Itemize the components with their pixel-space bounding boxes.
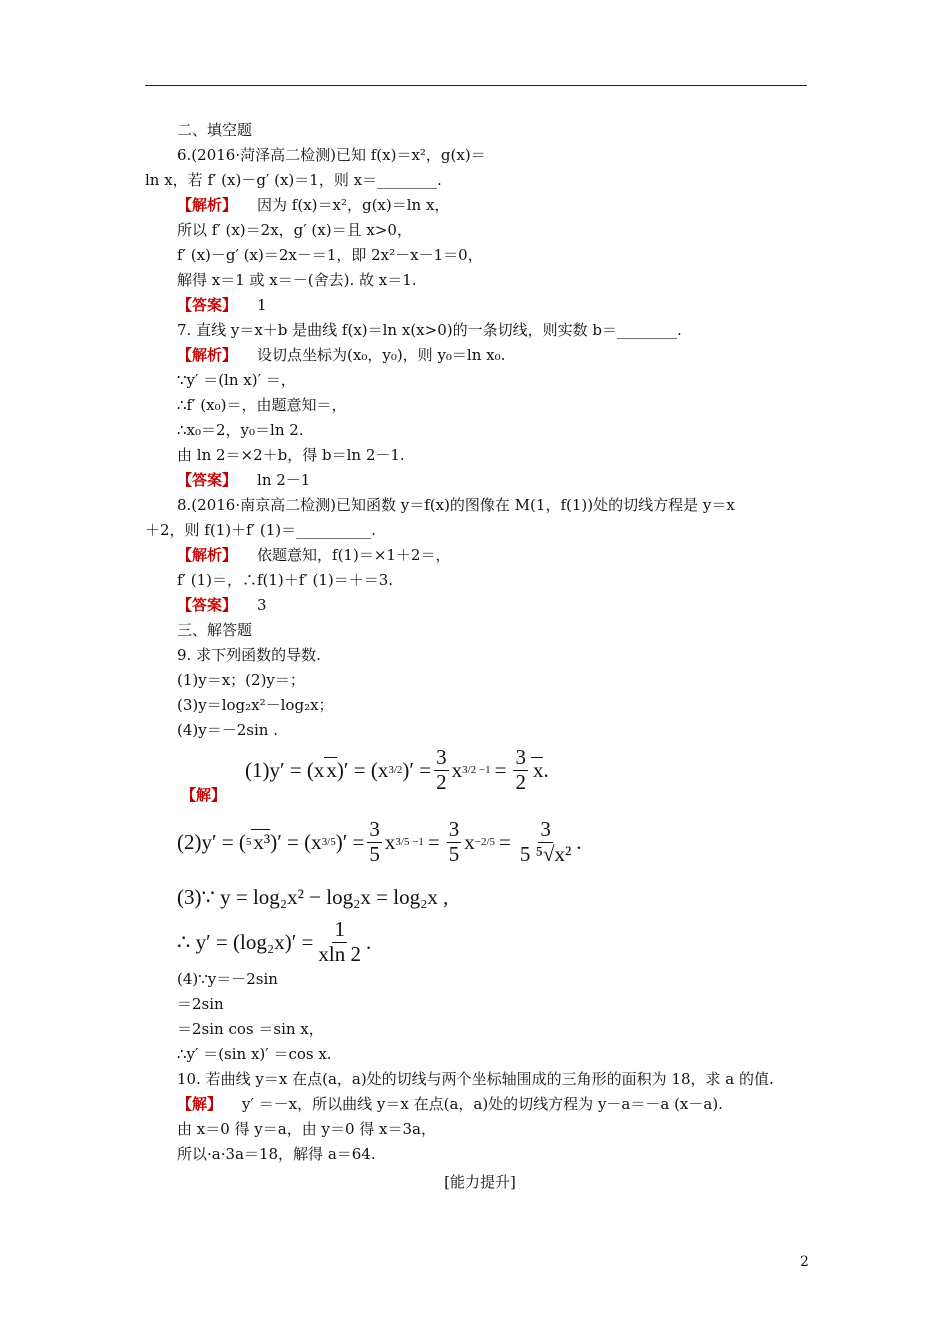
math-text: )′ = (x <box>270 829 322 854</box>
text-line <box>145 1042 815 1067</box>
root-index: 5 <box>245 836 252 848</box>
text-block-answers <box>145 967 815 1167</box>
math-text: (1)y′ = (x <box>245 757 325 782</box>
text-line <box>145 618 815 643</box>
line-text: 10. 若曲线 y＝x 在点(a，a)处的切线与两个坐标轴围成的三角形的面积为 18，求 a 的值. <box>177 1070 774 1088</box>
fraction: $\frac{3}{5}$ <box>448 817 460 866</box>
text-line <box>145 268 815 293</box>
answer-tag: 【答案】 <box>177 296 238 314</box>
math-text: (3)∵ y = log₂x² − log₂x = log₂x , <box>177 884 449 909</box>
sqrt-term: x <box>326 758 337 782</box>
line-text: (4)y＝－2sin . <box>177 721 278 739</box>
page-number: 2 <box>800 1254 809 1270</box>
text-line <box>145 967 815 992</box>
math-text: . <box>576 829 582 854</box>
line-text: 二、填空题 <box>177 121 253 139</box>
text-line <box>145 992 815 1017</box>
text-line <box>145 168 815 193</box>
math-text: ∴ y′ = (log₂x)′ = <box>177 929 314 954</box>
answer-tag: 【解析】 <box>177 346 238 364</box>
math-text: )′ = (x <box>336 757 389 782</box>
section-footer: [能力提升] <box>444 1173 516 1191</box>
exponent: 3/2 <box>388 764 403 776</box>
text-line <box>145 643 815 668</box>
line-text: f′ (x)－g′ (x)＝2x－＝1，即 2x²－x－1＝0， <box>177 246 483 264</box>
text-line <box>145 1067 815 1092</box>
text-line <box>145 518 815 543</box>
fraction: $\frac{1}{xln 2}$ <box>318 917 361 966</box>
line-text: ＝2sin cos ＝sin x， <box>177 1020 324 1038</box>
line-text: 所以 f′ (x)＝2x，g′ (x)＝且 x>0， <box>177 221 412 239</box>
line-text: (3)y＝log₂x²－log₂x； <box>177 696 334 714</box>
text-line <box>145 668 815 693</box>
line-text: 设切点坐标为(x₀，y₀)，则 y₀＝ln x₀. <box>257 346 506 364</box>
sqrt-term: x <box>532 758 544 782</box>
text-line <box>145 318 815 343</box>
line-text: 由 ln 2＝×2＋b，得 b＝ln 2－1. <box>177 446 405 464</box>
exponent: 3/5 <box>321 836 336 848</box>
line-text: ＝2sin <box>177 995 224 1013</box>
line-text: ∴f′ (x₀)＝，由题意知＝， <box>177 396 347 414</box>
line-text: 解得 x＝1 或 x＝－(舍去). 故 x＝1. <box>177 271 417 289</box>
text-line <box>145 468 815 493</box>
text-line <box>145 493 815 518</box>
exponent: −2/5 <box>474 836 496 848</box>
math-text: . <box>365 929 372 954</box>
text-line <box>145 593 815 618</box>
line-text: 8.(2016·南京高二检测)已知函数 y＝f(x)的图像在 M(1，f(1))处的切线方程是 y＝x <box>177 496 735 514</box>
text-line <box>145 693 815 718</box>
text-line <box>145 343 815 368</box>
text-line <box>145 1017 815 1042</box>
exponent: 3/5 −1 <box>395 836 424 848</box>
text-line <box>145 193 815 218</box>
text-line <box>145 1142 815 1167</box>
line-text: y′ ＝－x，所以曲线 y＝x 在点(a，a)处的切线方程为 y－a＝－a (x－a). <box>242 1095 723 1113</box>
text-line <box>145 1117 815 1142</box>
text-line <box>145 543 815 568</box>
root-term: x³ <box>253 830 271 854</box>
text-block-fill-in <box>145 118 815 743</box>
math-text: )′ = <box>402 757 432 782</box>
line-text: 6.(2016·菏泽高二检测)已知 f(x)＝x²，g(x)＝ <box>177 146 486 164</box>
math-text: = <box>494 757 507 782</box>
math-text: . <box>543 757 549 782</box>
answer-tag: 【答案】 <box>177 471 238 489</box>
line-text: ∴x₀＝2，y₀＝ln 2. <box>177 421 304 439</box>
text-line <box>145 143 815 168</box>
line-text: 7. 直线 y＝x＋b 是曲线 f(x)＝ln x(x>0)的一条切线，则实数 b＝________. <box>177 321 682 339</box>
document-body <box>145 118 815 1195</box>
fraction: $\frac{3}{5}$ <box>369 817 380 866</box>
header-rule <box>145 85 807 86</box>
math-solution-2: (2)y′ = ( 5 x³ )′ = (x 3/5 )′ = $\frac{3}{5}$ x 3/5 −1 = $\frac{3}{5}$ x −2/5 = $\frac{3}{\text{5 ⁵√x²}}$ . <box>177 817 582 866</box>
text-line <box>145 293 815 318</box>
line-text: ＋2，则 f(1)＋f′ (1)＝__________. <box>145 521 376 539</box>
answer-tag: 【解】 <box>177 1095 223 1113</box>
text-line <box>145 418 815 443</box>
line-text: 依题意知，f(1)＝×1＋2＝， <box>257 546 451 564</box>
line-text: 由 x＝0 得 y＝a，由 y＝0 得 x＝3a， <box>177 1120 436 1138</box>
text-line <box>145 393 815 418</box>
line-text: (4)∵y＝－2sin <box>177 970 278 988</box>
text-line <box>145 243 815 268</box>
line-text: ln 2－1 <box>257 471 311 489</box>
math-text: x <box>451 757 463 782</box>
line-text: ∵y′ ＝(ln x)′ ＝， <box>177 371 296 389</box>
math-text: )′ = <box>335 829 365 854</box>
line-text: ∴y′ ＝(sin x)′ ＝cos x. <box>177 1045 332 1063</box>
line-text: ln x，若 f′ (x)－g′ (x)＝1，则 x＝________. <box>145 171 442 189</box>
line-text: 1 <box>257 296 267 314</box>
fraction: $\frac{3}{2}$ <box>515 745 526 794</box>
text-line <box>145 568 815 593</box>
text-line <box>145 118 815 143</box>
fraction: $\frac{3}{2}$ <box>436 745 447 794</box>
answer-tag: 【解析】 <box>177 546 238 564</box>
line-text: f′ (1)＝，∴f(1)＋f′ (1)＝＋＝3. <box>177 571 394 589</box>
line-text: 三、解答题 <box>177 621 253 639</box>
exponent: 3/2 −1 <box>462 764 491 776</box>
math-text: (2)y′ = ( <box>177 829 246 854</box>
answer-tag: 【答案】 <box>177 596 238 614</box>
math-solution-3b <box>145 917 815 967</box>
line-text: 9. 求下列函数的导数. <box>177 646 321 664</box>
solution-tag-line <box>145 783 815 807</box>
text-line <box>145 368 815 393</box>
text-line <box>145 718 815 743</box>
text-line <box>145 1092 815 1117</box>
line-text: 3 <box>257 596 267 614</box>
text-line <box>145 218 815 243</box>
line-text: (1)y＝x；(2)y＝； <box>177 671 305 689</box>
text-line <box>145 443 815 468</box>
answer-tag: 【解析】 <box>177 196 238 214</box>
line-text: 所以·a·3a＝18，解得 a＝64. <box>177 1145 376 1163</box>
solution-tag: 【解】 <box>181 786 227 804</box>
line-text: 因为 f(x)＝x²，g(x)＝ln x， <box>257 196 450 214</box>
fraction: $\frac{3}{\text{5 ⁵√x²}}$ <box>519 817 572 866</box>
math-solution-3 <box>145 877 815 917</box>
